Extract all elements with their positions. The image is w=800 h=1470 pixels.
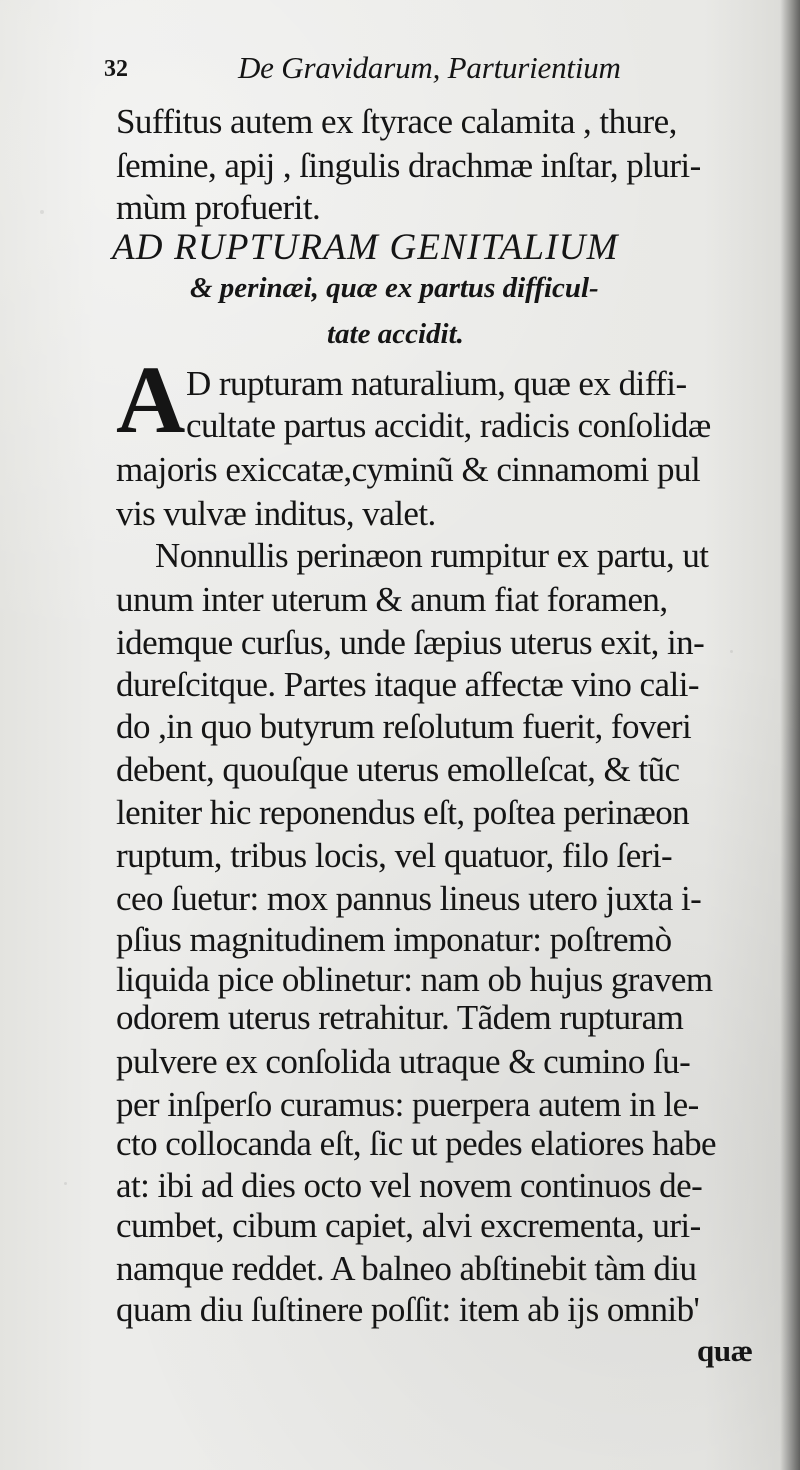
paragraph-2-line: at: ibi ad dies octo vel novem continuos de- bbox=[116, 1166, 703, 1205]
paragraph-1-line: D rupturam naturalium, quæ ex diffi- bbox=[186, 364, 687, 403]
paragraph-1-line: vis vulvæ inditus, valet. bbox=[116, 494, 436, 533]
opening-line: Suffitus autem ex ſtyrace calamita , thure, bbox=[116, 102, 677, 141]
paragraph-2-line: do ,in quo butyrum reſolutum fuerit, foveri bbox=[116, 707, 692, 746]
paragraph-2-line: quam diu ſuſtinere poſſit: item ab ijs omnib' bbox=[116, 1290, 700, 1329]
catchword: quæ bbox=[697, 1333, 753, 1368]
paragraph-2-line: cumbet, cibum capiet, alvi excrementa, uri- bbox=[116, 1206, 701, 1245]
paragraph-2-line: odorem uterus retrahitur. Tãdem rupturam bbox=[116, 998, 684, 1037]
paragraph-2-line: liquida pice oblinetur: nam ob hujus gravem bbox=[116, 960, 713, 999]
running-head: De Gravidarum, Parturientium bbox=[238, 50, 621, 85]
paragraph-2-line: ceo ſuetur: mox pannus lineus utero juxta i- bbox=[116, 879, 702, 918]
paragraph-2-line: debent, quouſque uterus emolleſcat, & tũc bbox=[116, 750, 680, 789]
paragraph-2-line: unum inter uterum & anum fiat foramen, bbox=[116, 580, 668, 619]
paragraph-2-line: pſius magnitudinem imponatur: poſtremò bbox=[116, 920, 672, 959]
paragraph-2-line: pulvere ex conſolida utraque & cumino ſu- bbox=[116, 1042, 691, 1081]
page-number: 32 bbox=[104, 56, 128, 82]
section-subtitle-line: & perinæi, quæ ex partus difficul- bbox=[190, 272, 599, 304]
paper-speck bbox=[40, 210, 44, 214]
paragraph-2-line: namque reddet. A balneo abſtinebit tàm diu bbox=[116, 1249, 697, 1288]
section-title: AD RUPTURAM GENITALIUM bbox=[112, 227, 619, 268]
opening-line: ſemine, apij , ſingulis drachmæ inſtar, pluri- bbox=[116, 146, 701, 185]
paper-speck bbox=[64, 1182, 67, 1185]
paragraph-1-line: cultate partus accidit, radicis conſolidæ bbox=[186, 406, 711, 445]
paragraph-2-line: dureſcitque. Partes itaque affectæ vino cali- bbox=[116, 665, 699, 704]
drop-cap: A bbox=[116, 346, 186, 453]
paragraph-2-line: leniter hic reponendus eſt, poſtea perinæon bbox=[116, 793, 690, 832]
paragraph-2-line: idemque curſus, unde ſæpius uterus exit, in- bbox=[116, 623, 705, 662]
paragraph-2-line: Nonnullis perinæon rumpitur ex partu, ut bbox=[155, 536, 709, 575]
page-header bbox=[100, 48, 700, 88]
paper-speck bbox=[730, 650, 733, 653]
paragraph-2-line: ruptum, tribus locis, vel quatuor, filo ſeri- bbox=[116, 836, 673, 875]
opening-line: mùm profuerit. bbox=[116, 188, 321, 227]
paragraph-2-line: per inſperſo curamus: puerpera autem in le- bbox=[116, 1085, 699, 1124]
paragraph-2-line: cto collocanda eſt, ſic ut pedes elatiores habe bbox=[116, 1124, 716, 1163]
section-subtitle-line: tate accidit. bbox=[327, 318, 464, 350]
paragraph-1-line: majoris exiccatæ,cyminũ & cinnamomi pul bbox=[116, 450, 701, 489]
